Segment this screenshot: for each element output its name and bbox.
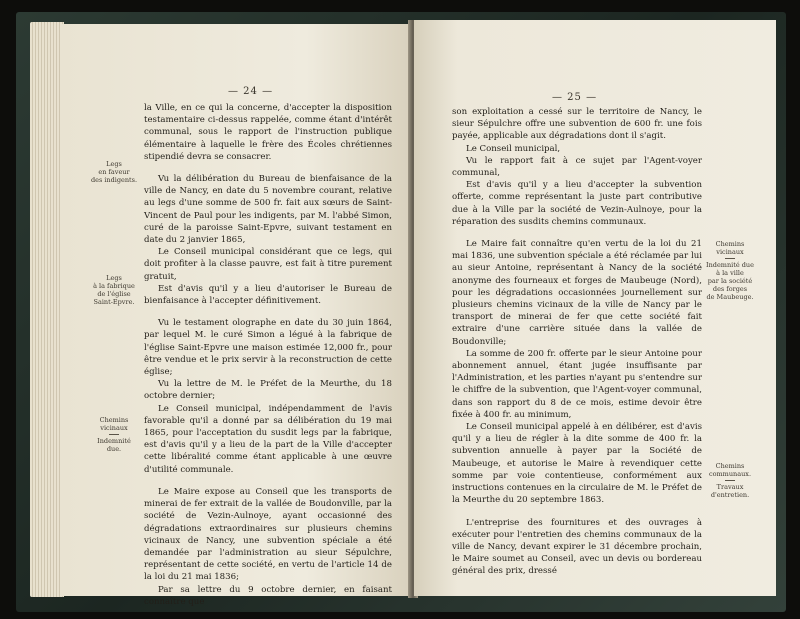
paragraph: La somme de 200 fr. offerte par le sieur Antoine pour abonnement annuel, étant jugée insuffisante par l'Administration, et les parties n'ayant pu s'entendre sur le chiffre de la subvention, que l'Agent-voyer communal, dans son rapport du 8 de ce mois, estime devoir être fixée à 400 fr. au minimum, bbox=[452, 348, 702, 420]
margin-line: par la société bbox=[707, 277, 753, 285]
margin-dash bbox=[725, 258, 735, 259]
margin-line: des forges bbox=[712, 285, 748, 293]
margin-line: en faveur bbox=[98, 168, 130, 176]
margin-line: de l'église bbox=[97, 290, 131, 298]
margin-line: à la ville bbox=[716, 269, 744, 277]
right-page bbox=[414, 20, 776, 596]
paragraph: Vu le rapport fait à ce sujet par l'Agent-voyer communal, bbox=[452, 155, 702, 179]
margin-line: d'entretien. bbox=[710, 491, 750, 499]
paragraph: Vu le testament olographe en date du 30 juin 1864, par lequel M. le curé Simon a légué à la fabrique de l'église Saint-Epvre une maison estimée 12,000 fr., pour être vendue et le prix servir à la reconstruction de cette église; bbox=[144, 318, 392, 378]
paragraph: Le Maire fait connaître qu'en vertu de la loi du 21 mai 1836, une subvention spéciale a été réclamée par lui au sieur Antoine, représentant à Nancy de la société anonyme des fourneaux et forges de Maubeuge (Nord), pour les dégradations occasionnées journellement sur plusieurs chemins vicinaux de la ville de Nancy par le transport de minerai de fer que cette société fait extraire d'une carrière située dans la vallée de Boudonville; bbox=[452, 239, 702, 347]
page-number-right: — 25 — bbox=[552, 92, 598, 103]
margin-line: communaux. bbox=[708, 470, 752, 478]
margin-line: Travaux bbox=[716, 483, 744, 491]
paragraph: Le Maire expose au Conseil que les transports de minerai de fer extrait de la vallée de Boudonville, par la société de Vezin-Aulnoye, ayant occasionné des dégradations extraordinaires sur plusieurs chemins vicinaux de Nancy, une subvention spéciale a été demandée par l'administration au sieur Sépulchre, représentant de cette société, en vertu de l'article 14 de la loi du 21 mai 1836; bbox=[144, 486, 392, 583]
paragraph: Vu la lettre de M. le Préfet de la Meurthe, du 18 octobre dernier; bbox=[144, 379, 392, 402]
margin-dash bbox=[109, 434, 119, 435]
margin-line: des indigents. bbox=[90, 176, 138, 184]
paragraph: Est d'avis qu'il y a lieu d'accepter la subvention offerte, comme représentant la juste part contributive due à la Ville par la société de Vezin-Aulnoye, pour la réparation des susdits chemins communaux. bbox=[452, 180, 702, 227]
paragraph: Vu la délibération du Bureau de bienfaisance de la ville de Nancy, en date du 5 novembre courant, relative au legs d'une somme de 500 fr. fait aux sœurs de Saint-Vincent de Paul pour les indigents, par M. l'abbé Simon, curé de la paroisse Saint-Epvre, suivant testament en date du 2 janvier 1865, bbox=[144, 174, 392, 246]
paragraph: Le Conseil municipal, indépendamment de l'avis favorable qu'il a donné par sa délibération du 19 mai 1865, pour l'acceptation du susdit legs par la fabrique, est d'avis qu'il y a lieu de la part de la Ville d'accepter cette libéralité comme étant applicable à une œuvre d'utilité communale. bbox=[144, 403, 392, 475]
margin-note-chemins-communaux bbox=[706, 462, 754, 499]
margin-line: Chemins bbox=[715, 240, 745, 248]
paragraph: L'entreprise des fournitures et des ouvrages à exécuter pour l'entretien des chemins communaux de la ville de Nancy, devant expirer le 31 décembre prochain, le Maire soumet au Conseil, avec un devis ou bordereau général des prix, dressé bbox=[452, 517, 702, 577]
margin-line: Chemins bbox=[99, 416, 129, 424]
margin-note-legs-fabrique bbox=[90, 274, 138, 306]
margin-line: Legs bbox=[106, 274, 122, 282]
paragraph: Le Conseil municipal appelé à en délibérer, est d'avis qu'il y a lieu de régler à la dite somme de 400 fr. la subvention annuelle à payer par la Société de Maubeuge, et autorise le Maire à revendiquer cette somme par voie contentieuse, conformément aux instructions contenues en la circulaire de M. le Préfet de la Meurthe du 20 septembre 1863. bbox=[452, 422, 702, 506]
margin-note-chemins-vicinaux bbox=[90, 416, 138, 453]
margin-line: vicinaux bbox=[100, 424, 128, 432]
margin-note-chemins-vicinaux-right bbox=[706, 240, 754, 301]
margin-line: Indemnité due. bbox=[97, 437, 131, 453]
margin-line: Chemins bbox=[715, 462, 745, 470]
left-text-block bbox=[144, 102, 392, 608]
margin-line: Indemnité due bbox=[706, 261, 754, 269]
right-text-block bbox=[452, 106, 702, 578]
margin-dash bbox=[725, 480, 735, 481]
left-page bbox=[60, 24, 412, 607]
margin-note-legs-indigents bbox=[90, 160, 138, 184]
paragraph: Le Conseil municipal, bbox=[466, 143, 561, 154]
margin-line: à la fabrique bbox=[93, 282, 135, 290]
paragraph: son exploitation a cessé sur le territoire de Nancy, le sieur Sépulchre offre une subvention de 600 fr. une fois payée, applicable aux dégradations dont il s'agit. bbox=[452, 107, 702, 142]
paragraph: Est d'avis qu'il y a lieu d'autoriser le Bureau de bienfaisance à l'accepter définitivement. bbox=[144, 283, 392, 307]
margin-line: Saint-Epvre. bbox=[93, 298, 135, 306]
margin-line: Legs bbox=[106, 160, 122, 168]
margin-line: vicinaux bbox=[716, 248, 744, 256]
page-edges bbox=[30, 22, 64, 597]
margin-line: de Maubeuge. bbox=[706, 293, 754, 301]
page-number-left: — 24 — bbox=[228, 86, 274, 97]
paragraph: la Ville, en ce qui la concerne, d'accepter la disposition testamentaire ci-dessus rappelée, comme étant d'intérêt communal, sous le rapport de l'instruction publique élémentaire à laquelle le frère des Écoles chrétiennes stipendié devra se consacrer. bbox=[144, 103, 392, 162]
paragraph: Par sa lettre du 9 octobre dernier, en faisant connaître que bbox=[144, 584, 392, 607]
paragraph: Le Conseil municipal considérant que ce legs, qui doit profiter à la classe pauvre, est fait à titre purement gratuit, bbox=[144, 247, 392, 282]
